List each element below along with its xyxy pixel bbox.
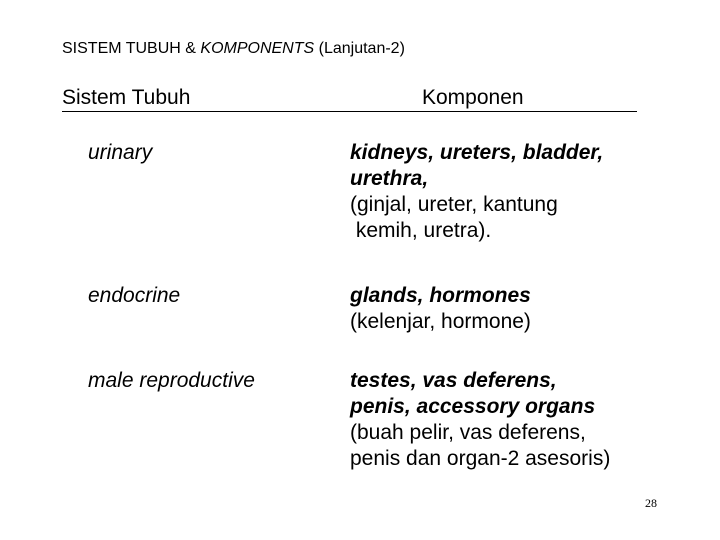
column-header-system: Sistem Tubuh [62, 86, 191, 109]
translation-line: (ginjal, ureter, kantung [350, 193, 558, 216]
system-urinary: urinary [88, 141, 153, 164]
component-line: penis, accessory organs [350, 395, 596, 418]
system-endocrine: endocrine [88, 284, 181, 307]
title-part-2: KOMPONENTS [200, 40, 315, 57]
page-number: 28 [645, 496, 657, 510]
translation-line: kemih, uretra). [350, 219, 492, 242]
component-line: kidneys, ureters, bladder, [350, 141, 604, 164]
component-line: glands, hormones [350, 284, 531, 307]
column-header-components: Komponen [422, 86, 524, 109]
component-line: urethra, [350, 167, 429, 190]
translation-line: (buah pelir, vas deferens, [350, 421, 586, 444]
components-male-reproductive [350, 368, 610, 472]
system-male-reproductive: male reproductive [88, 369, 255, 392]
component-line: testes, vas deferens, [350, 369, 557, 392]
translation-line: (kelenjar, hormone) [350, 310, 531, 333]
header-underline [62, 111, 637, 112]
slide-title [62, 40, 405, 58]
title-part-3: (Lanjutan-2) [314, 40, 405, 57]
translation-line: penis dan organ-2 asesoris) [350, 447, 611, 470]
components-endocrine [350, 283, 531, 335]
components-urinary [350, 140, 603, 244]
title-part-1: SISTEM TUBUH & [62, 40, 201, 57]
